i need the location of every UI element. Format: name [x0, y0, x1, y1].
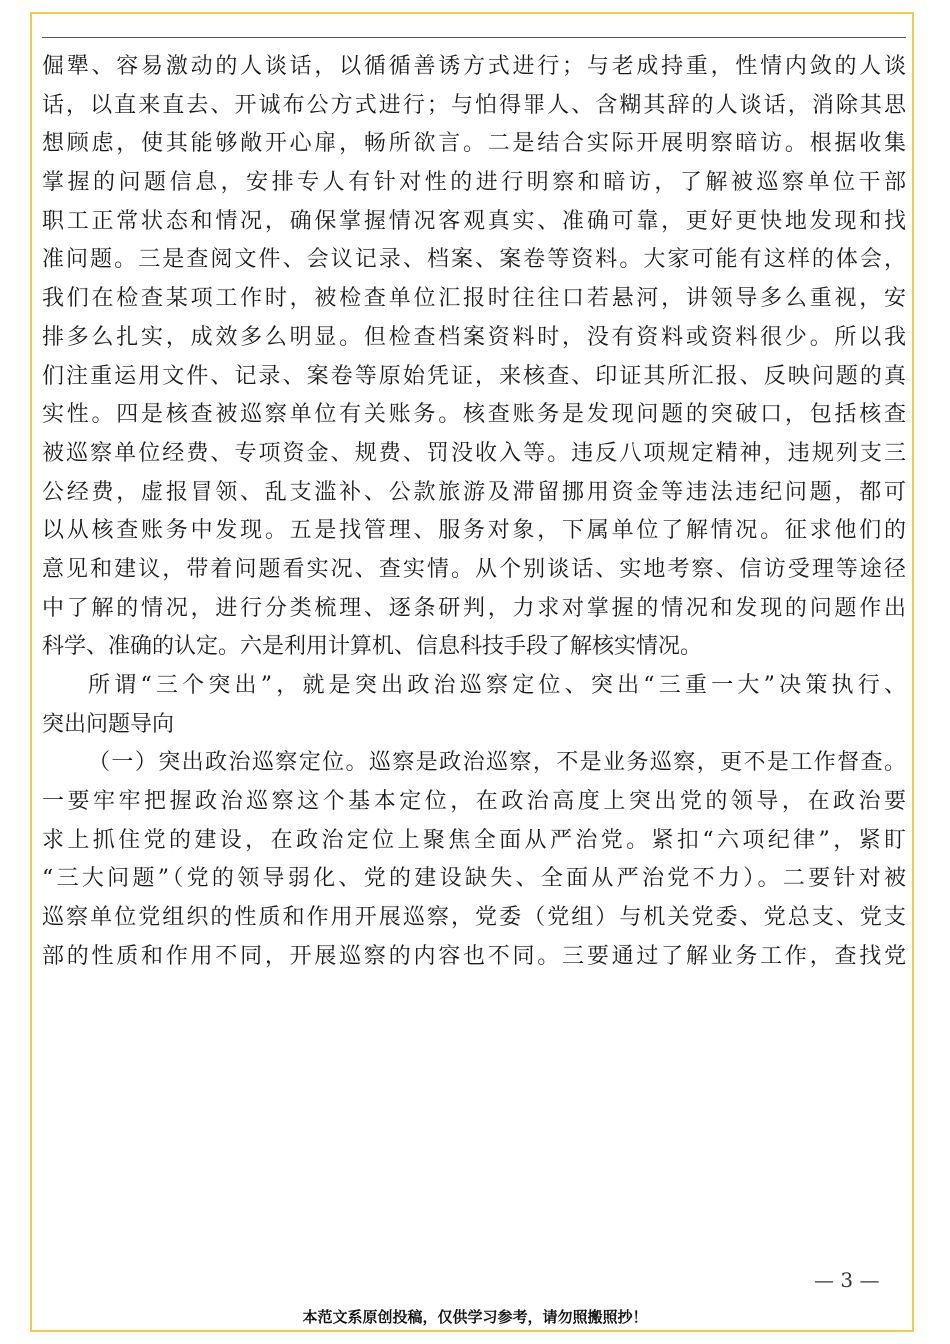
body-line: 掌握的问题信息，安排专人有针对性的进行明察和暗访，了解被巡察单位干部	[42, 170, 906, 196]
paragraph-first-line: 所谓“三个突出”，就是突出政治巡察定位、突出“三重一大”决策执行、	[88, 673, 906, 698]
section-heading-line: （一）突出政治巡察定位。巡察是政治巡察，不是业务巡察，更不是工作督查。	[88, 750, 906, 776]
body-line: 准问题。三是查阅文件、会议记录、档案、案卷等资料。大家可能有这样的体会，	[42, 247, 906, 273]
body-line: 部的性质和作用不同，开展巡察的内容也不同。三要通过了解业务工作，查找党	[42, 943, 906, 969]
body-line: 倔犟、容易激动的人谈话，以循循善诱方式进行；与老成持重，性情内敛的人谈	[42, 54, 906, 79]
body-line: 实性。四是核查被巡察单位有关账务。核查账务是发现问题的突破口，包括核查	[42, 402, 906, 428]
body-line: “三大问题”（党的领导弱化、党的建设缺失、全面从严治党不力）。二要针对被	[42, 866, 906, 892]
header-divider	[42, 37, 906, 38]
body-line: 求上抓住党的建设，在政治定位上聚焦全面从严治党。紧扣“六项纪律”，紧盯	[42, 827, 906, 853]
body-line: 巡察单位党组织的性质和作用开展巡察，党委（党组）与机关党委、党总支、党支	[42, 905, 906, 931]
body-line: 我们在检查某项工作时，被检查单位汇报时往往口若悬河，讲领导多么重视，安	[42, 286, 906, 312]
body-line: 们注重运用文件、记录、案卷等原始凭证，来核查、印证其所汇报、反映问题的真	[42, 363, 906, 389]
body-line: 被巡察单位经费、专项资金、规费、罚没收入等。违反八项规定精神，违规列支三	[42, 440, 906, 466]
body-line: 一要牢牢把握政治巡察这个基本定位，在政治高度上突出党的领导，在政治要	[42, 789, 906, 815]
document-body	[42, 48, 906, 977]
body-line: 中了解的情况，进行分类梳理、逐条研判，力求对掌握的情况和发现的问题作出	[42, 595, 906, 621]
body-line: 职工正常状态和情况，确保掌握情况客观真实、准确可靠，更好更快地发现和找	[42, 208, 906, 234]
footer-disclaimer: 本范文系原创投稿，仅供学习参考，请勿照搬照抄！	[302, 1308, 648, 1326]
body-line: 以从核查账务中发现。五是找管理、服务对象，下属单位了解情况。征求他们的	[42, 518, 906, 544]
body-line: 科学、准确的认定。六是利用计算机、信息科技手段了解核实情况。	[42, 634, 703, 660]
body-line: 突出问题导向	[42, 711, 175, 737]
body-line: 排多么扎实，成效多么明显。但检查档案资料时，没有资料或资料很少。所以我	[42, 324, 906, 350]
body-line: 公经费，虚报冒领、乱支滥补、公款旅游及滞留挪用资金等违法违纪问题，都可	[42, 479, 906, 505]
body-line: 意见和建议，带着问题看实况、查实情。从个别谈话、实地考察、信访受理等途径	[42, 556, 906, 582]
body-line: 想顾虑，使其能够敞开心扉，畅所欲言。二是结合实际开展明察暗访。根据收集	[42, 131, 906, 157]
page-number: — 3 —	[814, 1268, 880, 1292]
body-line: 话，以直来直去、开诚布公方式进行；与怕得罪人、含糊其辞的人谈话，消除其思	[42, 92, 906, 118]
